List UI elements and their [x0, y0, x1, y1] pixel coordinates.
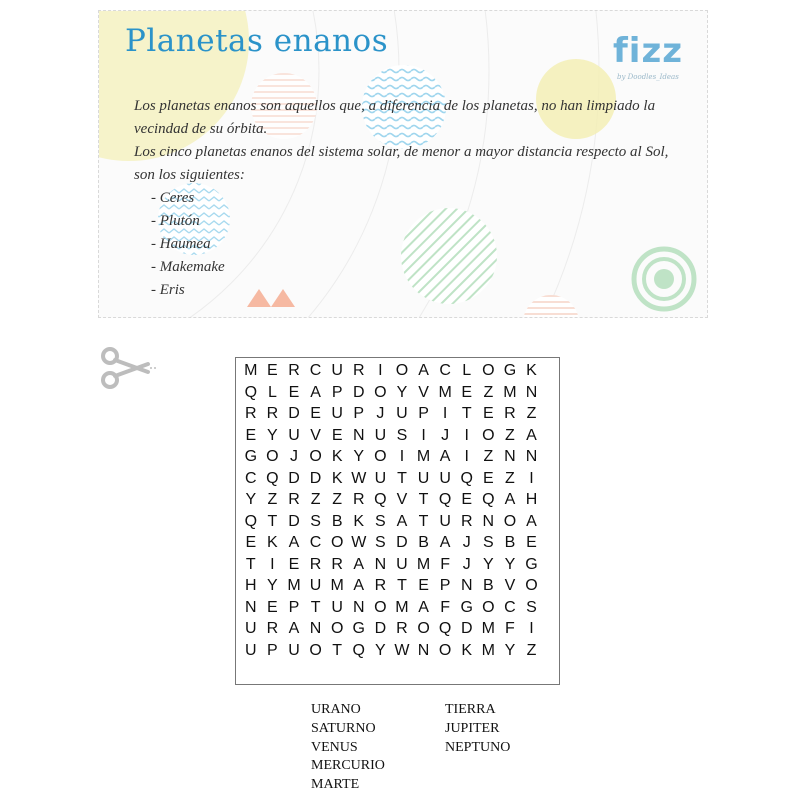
grid-letter: Q — [352, 641, 365, 659]
grid-letter: J — [441, 426, 450, 444]
grid-letter: T — [310, 598, 321, 616]
grid-letter: Y — [267, 426, 278, 444]
grid-letter: W — [351, 534, 367, 551]
grid-letter: I — [442, 405, 448, 422]
grid-letter: R — [460, 512, 473, 530]
grid-letter: M — [416, 555, 431, 573]
grid-letter: Q — [438, 491, 452, 508]
grid-letter: E — [461, 383, 473, 401]
word-list-right — [445, 701, 510, 757]
grid-letter: A — [418, 362, 429, 379]
grid-letter: A — [353, 555, 365, 573]
grid-letter: N — [525, 383, 538, 401]
grid-letter: U — [309, 577, 322, 594]
grid-letter: A — [526, 426, 537, 444]
grid-letter: C — [504, 598, 516, 616]
grid-letter: P — [288, 598, 300, 616]
grid-letter: R — [352, 491, 365, 508]
grid-letter: I — [270, 555, 275, 573]
word-list-item: MARTE — [311, 777, 360, 793]
grid-letter: F — [505, 620, 515, 637]
grid-row — [240, 532, 559, 554]
grid-letter: V — [396, 491, 408, 508]
grid-letter: U — [439, 512, 451, 530]
grid-letter: Z — [483, 383, 494, 401]
grid-letter: Y — [375, 641, 386, 659]
grid-row — [240, 575, 559, 597]
grid-letter: M — [503, 383, 517, 401]
grid-letter: I — [378, 362, 383, 379]
grid-row — [240, 425, 559, 447]
grid-letter: C — [439, 362, 451, 379]
grid-letter: O — [309, 448, 322, 465]
grid-letter: Z — [526, 641, 537, 659]
description-paragraph-1: Los planetas enanos son aquellos que, a diferencia de los planetas, no han limpiado la vecindad de su órbita. — [134, 98, 656, 137]
grid-letter: E — [288, 383, 300, 401]
grid-letter: D — [460, 620, 473, 637]
grid-letter: U — [374, 426, 387, 444]
grid-letter: A — [418, 598, 429, 616]
grid-letter: Q — [438, 620, 452, 637]
grid-row — [240, 489, 559, 511]
grid-letter: Y — [267, 577, 278, 594]
word-list-item: URANO — [311, 702, 361, 717]
grid-letter: R — [288, 362, 300, 379]
grid-row — [240, 640, 559, 662]
grid-letter: R — [374, 577, 387, 594]
grid-row — [240, 403, 559, 425]
grid-letter: N — [245, 598, 257, 616]
grid-letter: B — [504, 534, 516, 551]
grid-letter: I — [421, 426, 426, 444]
grid-letter: O — [482, 426, 495, 444]
grid-letter: G — [244, 448, 258, 465]
grid-letter: O — [438, 641, 452, 659]
grid-letter: T — [397, 469, 407, 487]
grid-letter: P — [418, 405, 429, 422]
grid-letter: A — [439, 448, 451, 465]
grid-letter: E — [526, 534, 537, 551]
grid-letter: U — [374, 469, 387, 487]
grid-letter: M — [481, 620, 495, 637]
grid-letter: G — [503, 362, 517, 379]
grid-letter: N — [309, 620, 322, 637]
grid-letter: J — [462, 534, 471, 551]
grid-letter: U — [439, 469, 451, 487]
grid-letter: Z — [505, 469, 515, 487]
grid-letter: W — [394, 641, 410, 659]
grid-letter: G — [460, 598, 473, 616]
grid-letter: A — [504, 491, 516, 508]
grid-letter: S — [310, 512, 321, 530]
grid-letter: F — [440, 555, 451, 573]
description-paragraph-2: Los cinco planetas enanos del sistema solar, de menor a mayor distancia respecto al Sol, son los siguientes: — [134, 144, 669, 183]
grid-letter: P — [331, 383, 343, 401]
grid-letter: N — [374, 555, 387, 573]
grid-letter: N — [460, 577, 473, 594]
grid-row — [240, 597, 559, 619]
grid-letter: W — [351, 469, 367, 487]
grid-letter: T — [245, 555, 256, 573]
dwarf-planet-list — [134, 187, 689, 302]
grid-letter: Y — [482, 555, 494, 573]
grid-letter: O — [374, 448, 387, 465]
grid-letter: M — [244, 362, 258, 379]
grid-letter: M — [330, 577, 344, 594]
grid-letter: Y — [504, 555, 516, 573]
grid-letter: A — [353, 577, 365, 594]
word-list-item: VENUS — [311, 739, 358, 755]
grid-letter: I — [464, 426, 469, 444]
grid-letter: I — [399, 448, 405, 465]
grid-letter: U — [288, 426, 300, 444]
word-list-item: MERCURIO — [311, 758, 385, 774]
grid-letter: H — [525, 491, 538, 508]
grid-letter: Q — [244, 512, 258, 530]
grid-letter: L — [462, 362, 472, 379]
list-item: - Makemake — [151, 259, 225, 275]
grid-letter: E — [461, 491, 473, 508]
grid-letter: K — [461, 641, 473, 659]
grid-letter: R — [245, 405, 257, 422]
grid-letter: S — [375, 534, 386, 551]
grid-letter: O — [395, 362, 409, 379]
grid-letter: S — [396, 426, 408, 444]
grid-letter: G — [525, 555, 538, 573]
grid-letter: U — [288, 641, 300, 659]
grid-row — [240, 511, 559, 533]
grid-row — [240, 468, 559, 490]
grid-letter: O — [417, 620, 430, 637]
grid-letter: A — [396, 512, 408, 530]
word-list-left — [311, 701, 385, 795]
grid-letter: C — [309, 534, 322, 551]
grid-row — [240, 618, 559, 640]
grid-letter: T — [267, 512, 278, 530]
grid-letter: L — [267, 383, 277, 401]
grid-letter: Z — [526, 405, 537, 422]
grid-row — [240, 554, 559, 576]
grid-letter: U — [396, 405, 408, 422]
grid-letter: R — [309, 555, 322, 573]
info-card — [98, 10, 708, 318]
grid-letter: N — [352, 426, 365, 444]
grid-letter: D — [396, 534, 408, 551]
grid-letter: T — [418, 512, 429, 530]
grid-letter: E — [418, 577, 429, 594]
grid-letter: A — [439, 534, 451, 551]
grid-letter: O — [374, 383, 387, 401]
grid-letter: E — [288, 555, 300, 573]
grid-letter: O — [309, 641, 322, 659]
grid-letter: O — [482, 598, 495, 616]
grid-letter: E — [267, 598, 278, 616]
grid-letter: Y — [353, 448, 365, 465]
grid-letter: T — [418, 491, 429, 508]
grid-letter: S — [526, 598, 537, 616]
grid-letter: R — [352, 362, 365, 379]
grid-letter: K — [267, 534, 278, 551]
grid-letter: J — [462, 555, 471, 573]
grid-letter: O — [266, 448, 279, 465]
list-item: - Plutón — [151, 213, 200, 229]
grid-letter: R — [504, 405, 516, 422]
grid-letter: A — [526, 512, 537, 530]
grid-letter: R — [266, 405, 279, 422]
list-item: - Ceres — [151, 190, 195, 206]
grid-letter: N — [482, 512, 495, 530]
grid-letter: O — [330, 620, 344, 637]
grid-letter: A — [310, 383, 321, 401]
grid-letter: P — [353, 405, 365, 422]
word-list-item: NEPTUNO — [445, 739, 511, 755]
grid-letter: R — [288, 491, 300, 508]
grid-letter: V — [504, 577, 516, 594]
grid-row — [240, 360, 559, 382]
grid-letter: B — [482, 577, 494, 594]
grid-letter: E — [245, 534, 257, 551]
grid-letter: D — [352, 383, 365, 401]
grid-letter: D — [288, 469, 300, 487]
grid-letter: N — [352, 598, 365, 616]
grid-letter: R — [266, 620, 279, 637]
grid-letter: F — [440, 598, 451, 616]
word-list-item: TIERRA — [445, 702, 496, 717]
scissors-icon — [100, 346, 160, 390]
grid-letter: Q — [460, 469, 473, 487]
grid-letter: D — [288, 405, 300, 422]
grid-letter: A — [288, 620, 300, 637]
grid-letter: Y — [504, 641, 516, 659]
grid-letter: M — [287, 577, 301, 594]
grid-letter: U — [331, 598, 343, 616]
grid-letter: E — [267, 362, 278, 379]
grid-letter: P — [267, 641, 278, 659]
grid-letter: O — [503, 512, 517, 530]
grid-letter: V — [418, 383, 429, 401]
grid-letter: Z — [332, 491, 343, 508]
grid-letter: D — [309, 469, 322, 487]
grid-letter: Y — [245, 491, 257, 508]
grid-row — [240, 382, 559, 404]
grid-letter: I — [529, 620, 534, 637]
grid-letter: E — [482, 469, 494, 487]
grid-letter: N — [504, 448, 516, 465]
grid-letter: J — [376, 405, 385, 422]
grid-letter: Q — [482, 491, 495, 508]
grid-letter: T — [397, 577, 407, 594]
grid-letter: G — [352, 620, 365, 637]
grid-letter: E — [310, 405, 321, 422]
grid-letter: E — [482, 405, 494, 422]
list-item: - Eris — [151, 282, 185, 298]
grid-letter: T — [332, 641, 343, 659]
fizz-logo — [607, 23, 687, 89]
grid-letter: Q — [374, 491, 387, 508]
grid-letter: U — [245, 641, 257, 659]
grid-letter: U — [331, 405, 343, 422]
grid-row — [240, 446, 559, 468]
grid-letter: R — [331, 555, 343, 573]
grid-letter: U — [417, 469, 430, 487]
list-item: - Haumea — [151, 236, 211, 252]
grid-letter: Z — [310, 491, 321, 508]
grid-letter: D — [288, 512, 300, 530]
grid-letter: O — [330, 534, 344, 551]
grid-letter: M — [416, 448, 431, 465]
page-title: Planetas enanos — [125, 23, 389, 59]
grid-letter: K — [331, 469, 343, 487]
grid-letter: S — [482, 534, 494, 551]
grid-letter: U — [396, 555, 408, 573]
grid-letter: M — [395, 598, 409, 616]
grid-letter: I — [464, 448, 469, 465]
grid-letter: N — [417, 641, 430, 659]
word-list-item: JUPITER — [445, 720, 500, 736]
logo-subtext: by Doodles_Ideas — [617, 73, 679, 81]
grid-letter: U — [245, 620, 257, 637]
grid-letter: M — [481, 641, 495, 659]
grid-letter: A — [288, 534, 300, 551]
grid-letter: Z — [483, 448, 494, 465]
grid-letter: T — [461, 405, 472, 422]
grid-letter: I — [529, 469, 534, 487]
grid-letter: R — [396, 620, 408, 637]
grid-letter: B — [331, 512, 343, 530]
grid-letter: V — [310, 426, 321, 444]
grid-letter: K — [353, 512, 365, 530]
grid-letter: Q — [266, 469, 279, 487]
grid-letter: E — [245, 426, 257, 444]
grid-letter: Z — [505, 426, 515, 444]
grid-letter: D — [374, 620, 387, 637]
grid-letter: K — [331, 448, 343, 465]
grid-letter: Q — [244, 383, 258, 401]
grid-letter: C — [245, 469, 257, 487]
grid-letter: O — [374, 598, 387, 616]
grid-letter: N — [525, 448, 538, 465]
grid-letter: S — [375, 512, 386, 530]
grid-letter: J — [289, 448, 298, 465]
word-search-grid — [235, 357, 560, 685]
grid-letter: P — [439, 577, 451, 594]
grid-letter: C — [309, 362, 322, 379]
description — [134, 95, 689, 302]
grid-letter: K — [526, 362, 537, 379]
grid-letter: Y — [396, 383, 408, 401]
grid-letter: O — [525, 577, 538, 594]
grid-letter: M — [438, 383, 452, 401]
grid-letter: Z — [267, 491, 278, 508]
logo-text: fizz — [613, 31, 684, 71]
grid-letter: E — [331, 426, 343, 444]
grid-letter: H — [245, 577, 257, 594]
grid-letter: B — [418, 534, 429, 551]
word-list-item: SATURNO — [311, 720, 376, 736]
grid-letter: O — [482, 362, 495, 379]
grid-letter: U — [331, 362, 343, 379]
